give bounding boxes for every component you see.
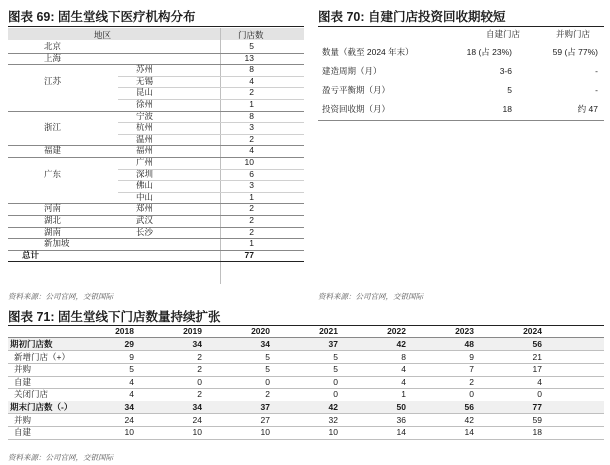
fig69-total-count: 77 — [244, 249, 254, 260]
fig69-row — [8, 134, 304, 145]
fig71-row — [8, 338, 604, 350]
fig71-cell: 8 — [401, 351, 406, 362]
fig71-cell: 56 — [464, 402, 474, 412]
fig69-province: 河南 — [44, 203, 62, 214]
fig69-row — [8, 192, 304, 203]
fig71-cell: 2 — [197, 364, 202, 375]
fig69-row — [8, 87, 304, 98]
fig69-count: 2 — [249, 133, 254, 144]
fig71-cell: 2 — [197, 351, 202, 362]
fig69-row — [8, 41, 304, 52]
fig71-cell: 34 — [192, 402, 202, 412]
fig69-province: 广东 — [44, 168, 62, 179]
fig71-cell: 34 — [192, 339, 202, 349]
fig69-city: 广州 — [136, 157, 154, 167]
fig71-row-label: 并购 — [14, 414, 32, 425]
fig71-title: 图表 71: 固生堂线下门店数量持续扩张 — [8, 310, 221, 324]
fig69-row — [8, 76, 304, 87]
fig71-row-label: 期末门店数（-） — [10, 402, 73, 412]
fig71-cell: 2 — [469, 376, 474, 387]
fig69-total-row — [8, 250, 304, 261]
fig70-header — [318, 25, 604, 43]
fig69-count: 2 — [249, 215, 254, 225]
fig71-row-label: 关闭门店 — [14, 389, 49, 400]
fig69-count: 8 — [249, 64, 254, 75]
fig71-cell: 0 — [333, 389, 338, 400]
fig71-row — [8, 401, 604, 413]
fig70-self-value: 18 — [502, 104, 512, 114]
fig71-cell: 77 — [532, 402, 542, 412]
fig71-cell: 29 — [124, 339, 134, 349]
fig69-city: 福州 — [136, 145, 154, 156]
fig71-cell: 18 — [532, 427, 542, 438]
fig70-source: 资料来源：公司官网，交银国际 — [318, 292, 423, 301]
fig69-count: 10 — [244, 157, 254, 167]
fig71-cell: 0 — [333, 376, 338, 387]
fig71-cell: 5 — [265, 351, 270, 362]
fig71-year: 2019 — [183, 326, 202, 336]
fig69-count: 2 — [249, 87, 254, 98]
fig71-row-label: 自建 — [14, 427, 32, 438]
fig71-cell: 36 — [396, 414, 406, 425]
fig71-cell: 4 — [537, 376, 542, 387]
fig71-cell: 21 — [532, 351, 542, 362]
fig69-count: 8 — [249, 110, 254, 121]
fig71-cell: 0 — [537, 389, 542, 400]
fig71-cell: 17 — [532, 364, 542, 375]
fig69-count: 4 — [249, 75, 254, 86]
fig71-cell: 10 — [260, 427, 270, 438]
fig71-cell: 14 — [396, 427, 406, 438]
fig69-bottom-rule — [8, 261, 304, 262]
fig70-row — [318, 43, 604, 61]
fig71-cell: 2 — [197, 389, 202, 400]
fig71-cell: 50 — [396, 402, 406, 412]
fig69-count: 3 — [249, 122, 254, 133]
fig71-row-rule — [8, 439, 604, 440]
fig71-source: 资料来源：公司官网，交银国际 — [8, 453, 113, 462]
fig70-header-self: 自建门店 — [486, 29, 521, 39]
fig70-acquired-value: - — [595, 66, 598, 76]
fig71-cell: 27 — [260, 414, 270, 425]
fig71-row-label: 自建 — [14, 376, 32, 387]
fig69-row — [8, 64, 304, 75]
fig69-city: 昆山 — [136, 87, 154, 98]
fig71-cell: 4 — [129, 376, 134, 387]
fig69-top-rule — [8, 26, 304, 27]
fig69-row — [8, 203, 304, 214]
fig69-source: 资料来源：公司官网，交银国际 — [8, 292, 113, 301]
fig69-table — [8, 28, 304, 286]
fig69-count: 1 — [249, 99, 254, 109]
fig69-header-region: 地区 — [94, 30, 112, 40]
fig71-cell: 10 — [328, 427, 338, 438]
fig69-province: 浙江 — [44, 122, 62, 133]
fig71-cell: 7 — [469, 364, 474, 375]
fig69-province: 北京 — [44, 41, 62, 51]
fig71-cell: 48 — [464, 339, 474, 349]
fig70-row-label: 数量（截至 2024 年末） — [322, 47, 414, 57]
fig69-row — [8, 180, 304, 191]
fig71-cell: 59 — [532, 414, 542, 425]
fig70-self-value: 3-6 — [499, 66, 512, 76]
fig69-province: 湖北 — [44, 215, 62, 225]
fig71-cell: 10 — [124, 427, 134, 438]
fig71-cell: 9 — [469, 351, 474, 362]
fig69-province: 湖南 — [44, 226, 62, 237]
fig71-year: 2021 — [319, 326, 338, 336]
fig71-row — [8, 376, 604, 388]
fig71-row-label: 期初门店数 — [10, 339, 53, 349]
fig69-city: 深圳 — [136, 168, 154, 179]
fig69-city: 温州 — [136, 133, 154, 144]
fig71-cell: 24 — [192, 414, 202, 425]
fig71-year: 2024 — [523, 326, 542, 336]
fig69-province: 新加坡 — [44, 238, 70, 249]
fig71-cell: 4 — [401, 376, 406, 387]
fig70-bottom-rule — [318, 120, 604, 121]
fig71-cell: 4 — [129, 389, 134, 400]
fig69-province: 江苏 — [44, 75, 62, 86]
fig69-city: 中山 — [136, 191, 154, 202]
fig70-row-label: 建造周期（月） — [322, 66, 382, 76]
fig71-cell: 34 — [260, 339, 270, 349]
fig70-title: 图表 70: 自建门店投资回收期较短 — [318, 10, 506, 24]
fig71-year: 2022 — [387, 326, 406, 336]
fig71-year: 2023 — [455, 326, 474, 336]
fig71-cell: 34 — [124, 402, 134, 412]
fig71-cell: 0 — [197, 376, 202, 387]
fig70-acquired-value: - — [595, 85, 598, 95]
fig71-year: 2020 — [251, 326, 270, 336]
fig70-row — [318, 62, 604, 80]
fig69-city: 徐州 — [136, 99, 154, 109]
fig69-count: 5 — [249, 41, 254, 51]
fig70-row-label: 投资回收期（月） — [322, 104, 391, 114]
fig69-count: 3 — [249, 180, 254, 191]
fig71-cell: 42 — [328, 402, 338, 412]
fig69-city: 苏州 — [136, 64, 154, 75]
fig69-count: 1 — [249, 191, 254, 202]
fig69-count: 1 — [249, 238, 254, 249]
fig69-count: 2 — [249, 203, 254, 214]
fig69-province: 福建 — [44, 145, 62, 156]
fig69-row — [8, 238, 304, 249]
fig70-self-value: 18 (占 23%) — [466, 47, 512, 57]
fig71-cell: 37 — [328, 339, 338, 349]
fig71-cell: 9 — [129, 351, 134, 362]
fig71-cell: 0 — [265, 376, 270, 387]
fig71-cell: 56 — [532, 339, 542, 349]
fig69-count: 4 — [249, 145, 254, 156]
fig71-cell: 0 — [469, 389, 474, 400]
fig69-city: 佛山 — [136, 180, 154, 191]
fig69-row — [8, 157, 304, 168]
fig69-city: 长沙 — [136, 226, 154, 237]
fig71-cell: 32 — [328, 414, 338, 425]
fig71-cell: 5 — [333, 364, 338, 375]
fig71-cell: 10 — [192, 427, 202, 438]
fig71-cell: 42 — [464, 414, 474, 425]
fig69-city: 郑州 — [136, 203, 154, 214]
fig71-row — [8, 388, 604, 400]
fig69-row — [8, 227, 304, 238]
fig69-count: 2 — [249, 226, 254, 237]
fig69-header-count: 门店数 — [238, 30, 264, 40]
fig69-count: 6 — [249, 168, 254, 179]
fig69-count: 13 — [244, 52, 254, 63]
fig69-row — [8, 169, 304, 180]
fig71-year: 2018 — [115, 326, 134, 336]
fig69-row — [8, 215, 304, 226]
fig71-cell: 4 — [401, 364, 406, 375]
fig71-cell: 5 — [129, 364, 134, 375]
fig69-province: 上海 — [44, 52, 62, 63]
fig70-acquired-value: 约 47 — [577, 104, 598, 114]
fig69-city: 杭州 — [136, 122, 154, 133]
fig69-row — [8, 111, 304, 122]
fig69-title: 图表 69: 固生堂线下医疗机构分布 — [8, 10, 196, 24]
fig71-cell: 37 — [260, 402, 270, 412]
fig71-cell: 42 — [396, 339, 406, 349]
fig70-row — [318, 100, 604, 118]
fig71-row — [8, 363, 604, 375]
fig69-row — [8, 53, 304, 64]
fig71-cell: 5 — [333, 351, 338, 362]
fig70-acquired-value: 59 (占 77%) — [552, 47, 598, 57]
fig69-city: 宁波 — [136, 110, 154, 121]
fig71-row — [8, 414, 604, 426]
fig71-cell: 5 — [265, 364, 270, 375]
fig69-header — [8, 28, 304, 40]
fig70-self-value: 5 — [507, 85, 512, 95]
fig71-header — [8, 325, 604, 337]
fig69-row — [8, 99, 304, 110]
fig69-city: 无锡 — [136, 75, 154, 86]
fig71-row-label: 新增门店（+） — [14, 351, 70, 362]
fig69-total-label: 总计 — [22, 249, 40, 260]
fig69-row — [8, 122, 304, 133]
fig70-header-acquired: 并购门店 — [556, 29, 591, 39]
fig71-cell: 2 — [265, 389, 270, 400]
fig71-row — [8, 351, 604, 363]
fig71-cell: 1 — [401, 389, 406, 400]
fig71-cell: 24 — [124, 414, 134, 425]
fig69-city: 武汉 — [136, 215, 154, 225]
fig69-row — [8, 145, 304, 156]
fig71-row — [8, 426, 604, 438]
fig70-row-label: 盈亏平衡期（月） — [322, 85, 391, 95]
fig71-cell: 14 — [464, 427, 474, 438]
fig70-row — [318, 81, 604, 99]
fig71-row-label: 并购 — [14, 364, 32, 375]
